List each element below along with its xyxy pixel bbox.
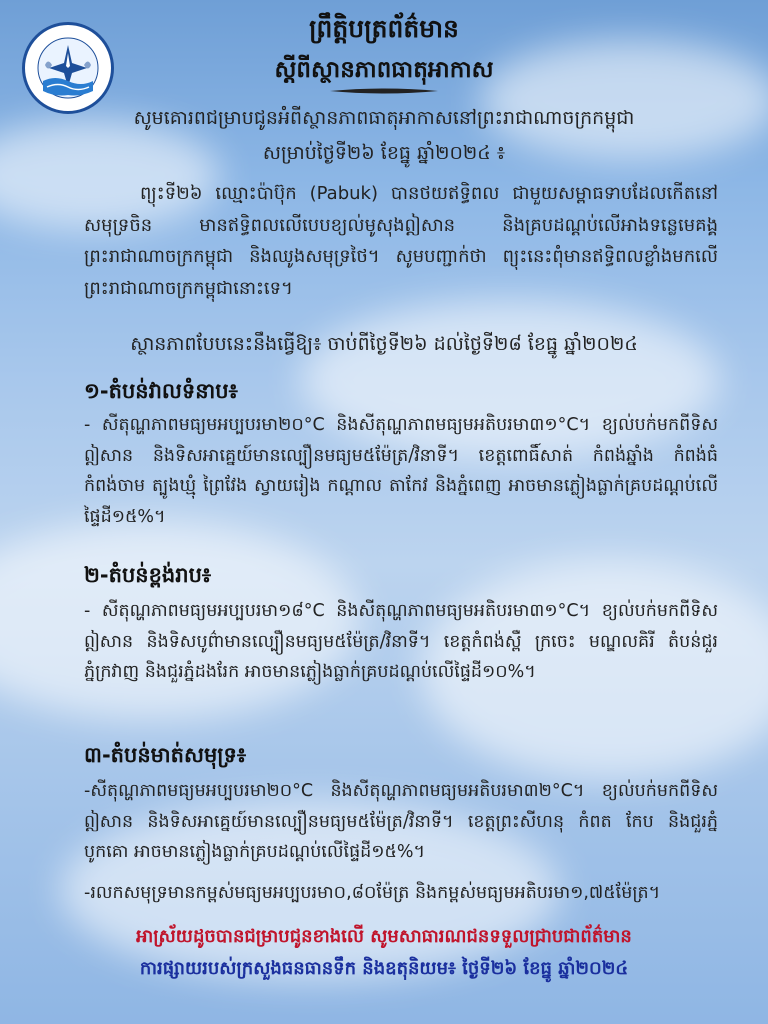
bulletin-subtitle: ស្តីពីស្ថានភាពធាតុអាកាស: [274, 57, 494, 83]
section-heading-plateau: ២-តំបន់ខ្ពង់រាប៖: [84, 563, 212, 587]
footer-publisher: ការផ្សាយរបស់ក្រសួងធនធានទឹក និងឧតុនិយម៖ ថ្ងៃទី២៦ ខែធ្នូ ឆ្នាំ២០២៤: [139, 958, 629, 979]
bulletin-title: ព្រឹត្តិបត្រព័ត៌មាន: [309, 14, 459, 43]
section-body-lowland: - សីតុណ្ហភាពមធ្យមអប្បបរមា២០°C និងសីតុណ្ហភាពមធ្យមអតិបរមា៣១°C។ ខ្យល់បក់មកពីទិសឦសាន និងទិសអាគ្នេយ៍មានល្បឿនមធ្យម៥ម៉ែត្រ/វិនាទី។ ខេត្តពោធិ៍សាត់ កំពង់ឆ្នាំង កំពង់ធំ កំពង់ចាម ត្បូងឃ្មុំ ព្រៃវែង ស្វាយរៀង កណ្តាល តាកែវ និងភ្នំពេញ អាចមានភ្លៀងធ្លាក់គ្របដណ្តប់លើផ្ទៃដី១៥%។: [84, 415, 718, 527]
intro-line-2: សម្រាប់ថ្ងៃទី២៦ ខែធ្នូ ឆ្នាំ២០២៤ ៖: [262, 142, 506, 164]
section-heading-coastal: ៣-តំបន់មាត់សមុទ្រ៖: [84, 743, 247, 767]
section-body-coastal-waves: -រលកសមុទ្រមានកម្ពស់មធ្យមអប្បបរមា០,៨០ម៉ែត្រ និងកម្ពស់មធ្យមអតិបរមា១,៧៥ម៉ែត្រ។: [84, 883, 661, 903]
storm-paragraph: ព្យុះទី២៦ ឈ្មោះប៉ាប៊ុក (Pabuk) បានថយឥទ្ធិពល ជាមួយសម្ពាធទាបដែលកើតនៅសមុទ្រចិន មានឥទ្ធិពលលើបេបខ្យល់មូសុងឦសាន និងគ្របដណ្តប់លើអាងទន្លេមេគង្គ ព្រះរាជាណាចក្រកម្ពុជា និងឈូងសមុទ្រថៃ។ សូមបញ្ជាក់ថា ព្យុះនេះពុំមានឥទ្ធិពលខ្លាំងមកលើព្រះរាជាណាចក្រកម្ពុជានោះទេ។: [84, 183, 718, 299]
ornament-divider-icon: [330, 88, 438, 94]
intro-line-1: សូមគោរពជម្រាបជូនអំពីស្ថានភាពធាតុអាកាសនៅព្រះរាជាណាចក្រកម្ពុជា: [133, 107, 635, 129]
footer-notice: អាស្រ័យដូចបានជម្រាបជូនខាងលើ សូមសាធារណជនទទួលជ្រាបជាព័ត៌មាន: [136, 926, 632, 947]
section-body-plateau: - សីតុណ្ហភាពមធ្យមអប្បបរមា១៨°C និងសីតុណ្ហភាពមធ្យមអតិបរមា៣១°C។ ខ្យល់បក់មកពីទិសឦសាន និងទិសបូព៌ាមានល្បឿនមធ្យម៥ម៉ែត្រ/វិនាទី។ ខេត្តកំពង់ស្ពឺ ក្រចេះ មណ្ឌលគិរី តំបន់ជួរភ្នំក្រវាញ និងជួរភ្នំដងរែក អាចមានភ្លៀងធ្លាក់គ្របដណ្តប់លើផ្ទៃដី១០%។: [84, 601, 718, 683]
section-heading-lowland: ១-តំបន់វាលទំនាប៖: [84, 379, 238, 403]
section-body-coastal: -សីតុណ្ហភាពមធ្យមអប្បបរមា២០°C និងសីតុណ្ហភាពមធ្យមអតិបរមា៣២°C។ ខ្យល់បក់មកពីទិសឦសាន និងទិសអាគ្នេយ៍មានល្បឿនមធ្យម៥ម៉ែត្រ/វិនាទី។ ខេត្តព្រះសីហនុ កំពត កែប និងជួរភ្នំបូកគោ អាចមានភ្លៀងធ្លាក់គ្របដណ្តប់លើផ្ទៃដី១៥%។: [84, 781, 718, 863]
period-line: ស្ថានភាពបែបនេះនឹងធ្វើឱ្យ៖ ចាប់ពីថ្ងៃទី២៦ ដល់ថ្ងៃទី២៨ ខែធ្នូ ឆ្នាំ២០២៤: [130, 333, 638, 355]
